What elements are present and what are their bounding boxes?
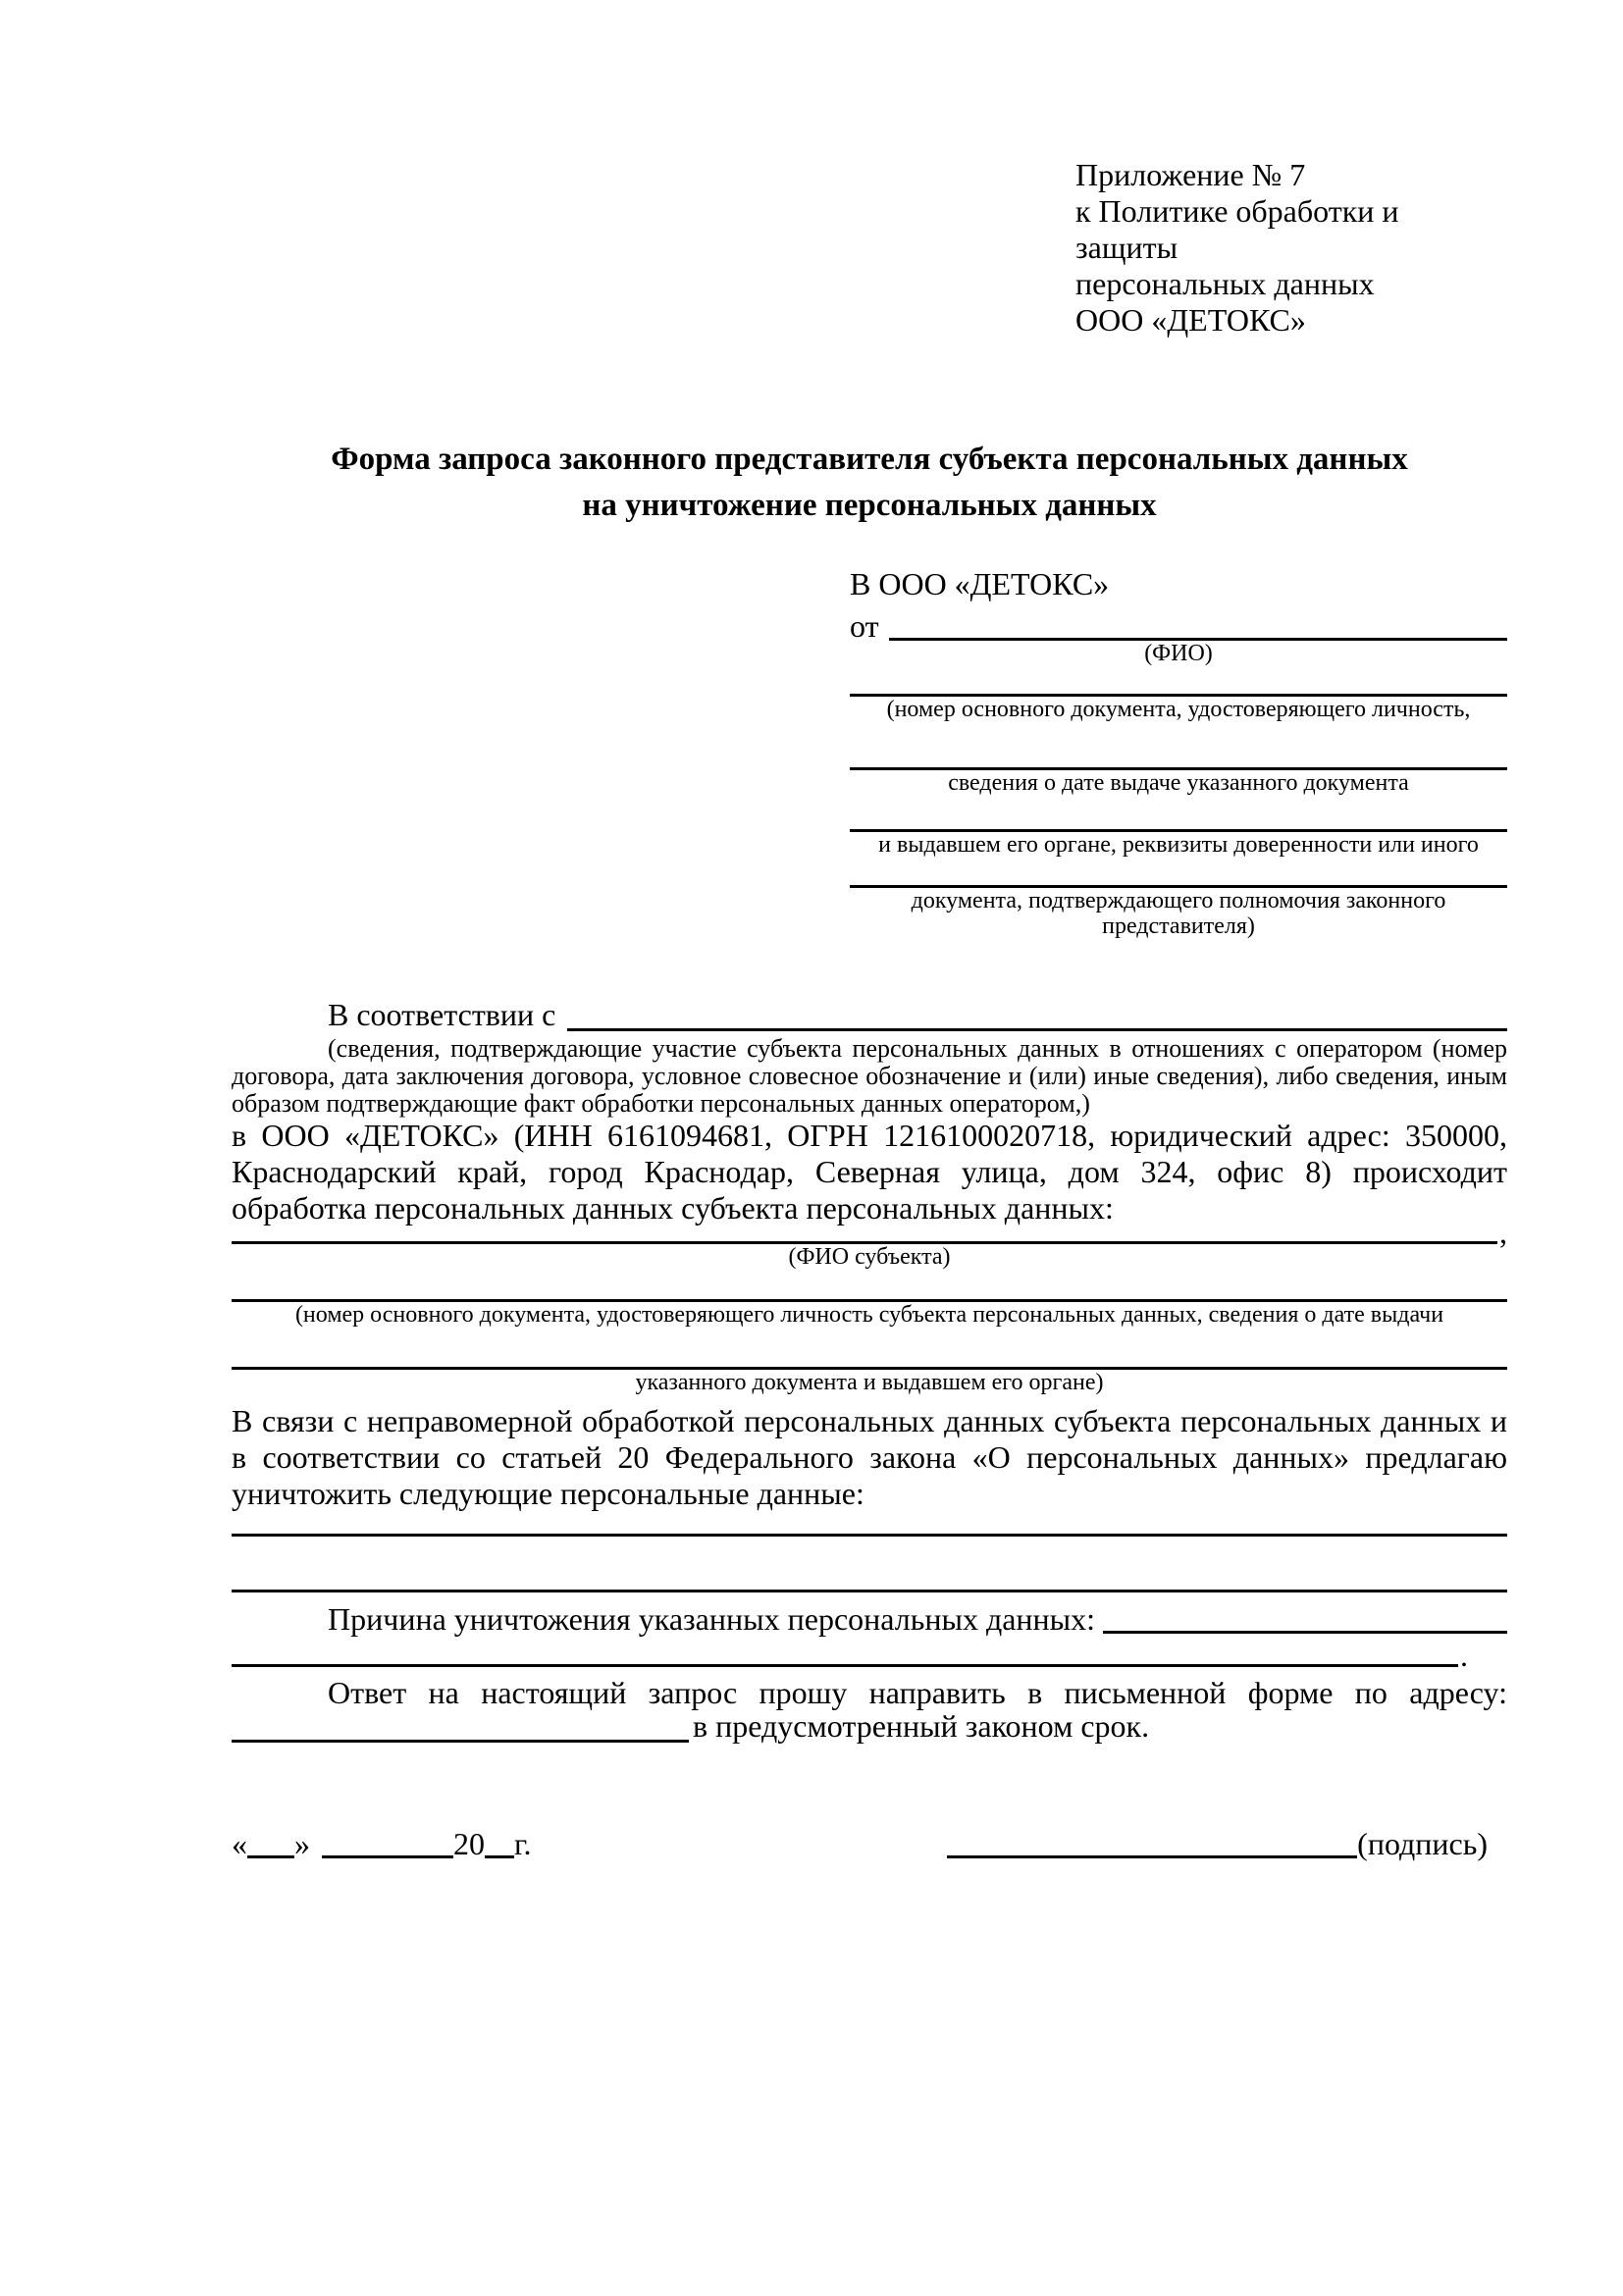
personal-data-blank-line-2 [232,1537,1507,1592]
fio-caption: (ФИО) [1144,641,1213,666]
authority-document-caption: документа, подтверждающего полномочия законного представителя) [911,888,1446,939]
appendix-line-2: к Политике обработки и защиты [1075,193,1399,265]
appendix-line-4: ООО «ДЕТОКС» [1075,302,1306,338]
response-tail: в предусмотренный законом срок. [693,1708,1150,1744]
appendix-line-3: персональных данных [1075,266,1375,301]
quote-open: « [232,1826,247,1861]
document-title [232,437,1507,529]
era-label: г. [514,1826,532,1861]
reason-row [232,1601,1507,1637]
signature-caption: (подпись) [1357,1826,1488,1861]
signature-footer [232,1826,1507,1861]
personal-data-blank-line-1 [232,1512,1507,1537]
trailing-period: . [1460,1638,1468,1673]
subject-fio-caption: (ФИО субъекта) [788,1244,951,1270]
address-blank-line [232,1740,689,1743]
reason-label: Причина уничтожения указанных персональных данных: [328,1601,1096,1637]
from-row [850,608,1507,644]
issue-date-caption: сведения о дате выдаче указанного документа [948,770,1409,796]
addressee-block [850,564,1507,939]
accordance-row [232,994,1507,1031]
accordance-caption: (сведения, подтверждающие участие субъекта персональных данных в отношениях с оператором (номер договора, дата заключения договора, условное словесное обозначение и (или) иные сведения), либо сведения, иным образом подтверждающие факт обработки персональных данных оператором,) [232,1034,1507,1118]
document-number-blank-line [850,666,1507,697]
from-label: от [850,608,879,644]
title-line-1: Форма запроса законного представителя субъекта персональных данных [331,442,1408,477]
subject-fio-row [232,1215,1507,1250]
operator-paragraph: в ООО «ДЕТОКС» (ИНН 6161094681, ОГРН 1216100020718, юридический адрес: 350000, Краснодарский край, город Краснодар, Северная улица, дом 324, офис 8) происходит обработка персональных данных субъекта персональных данных: [232,1118,1507,1226]
accordance-label: В соответствии с [328,997,556,1032]
response-paragraph: Ответ на настоящий запрос прошу направить в письменной форме по адресу: [328,1675,1507,1710]
accordance-blank-line [567,1028,1507,1031]
subject-document-caption-1: (номер основного документа, удостоверяющего личность субъекта персональных данных, сведения о дате выдачи [294,1302,1444,1328]
subject-document-caption-2: указанного документа и выдавшем его органе) [635,1370,1104,1395]
year-prefix: 20 [453,1826,485,1861]
appendix-header [1075,157,1507,339]
reason-blank-line [1103,1631,1507,1634]
addressee-company: В ООО «ДЕТОКС» [850,566,1110,601]
subject-document-blank-line-1 [232,1270,1507,1302]
appendix-line-1: Приложение № 7 [1075,157,1306,192]
subject-document-blank-line-2 [232,1328,1507,1370]
issue-date-blank-line [850,722,1507,770]
title-line-2: на уничтожение персональных данных [582,488,1157,523]
request-paragraph: В связи с неправомерной обработкой персональных данных субъекта персональных данных и в соответствии со статьей 20 Федерального закона «О персональных данных» предлагаю уничтожить следующие персональные данные: [232,1403,1507,1511]
trailing-comma: , [1499,1215,1507,1250]
signature-line [947,1826,1488,1861]
authority-document-blank-line [850,858,1507,888]
signature-blank [947,1829,1357,1858]
issuing-authority-blank-line [850,796,1507,832]
reason-continuation-row [232,1638,1507,1673]
date-line [232,1826,532,1861]
address-row [232,1708,1507,1744]
year-blank [485,1829,514,1858]
quote-close: » [294,1826,310,1861]
reason-blank-line-2 [232,1664,1458,1667]
issuing-authority-caption: и выдавшем его органе, реквизиты доверенности или иного [878,832,1479,858]
document-number-caption: (номер основного документа, удостоверяющего личность, [886,697,1471,722]
day-blank [247,1829,294,1858]
month-blank [322,1829,453,1858]
